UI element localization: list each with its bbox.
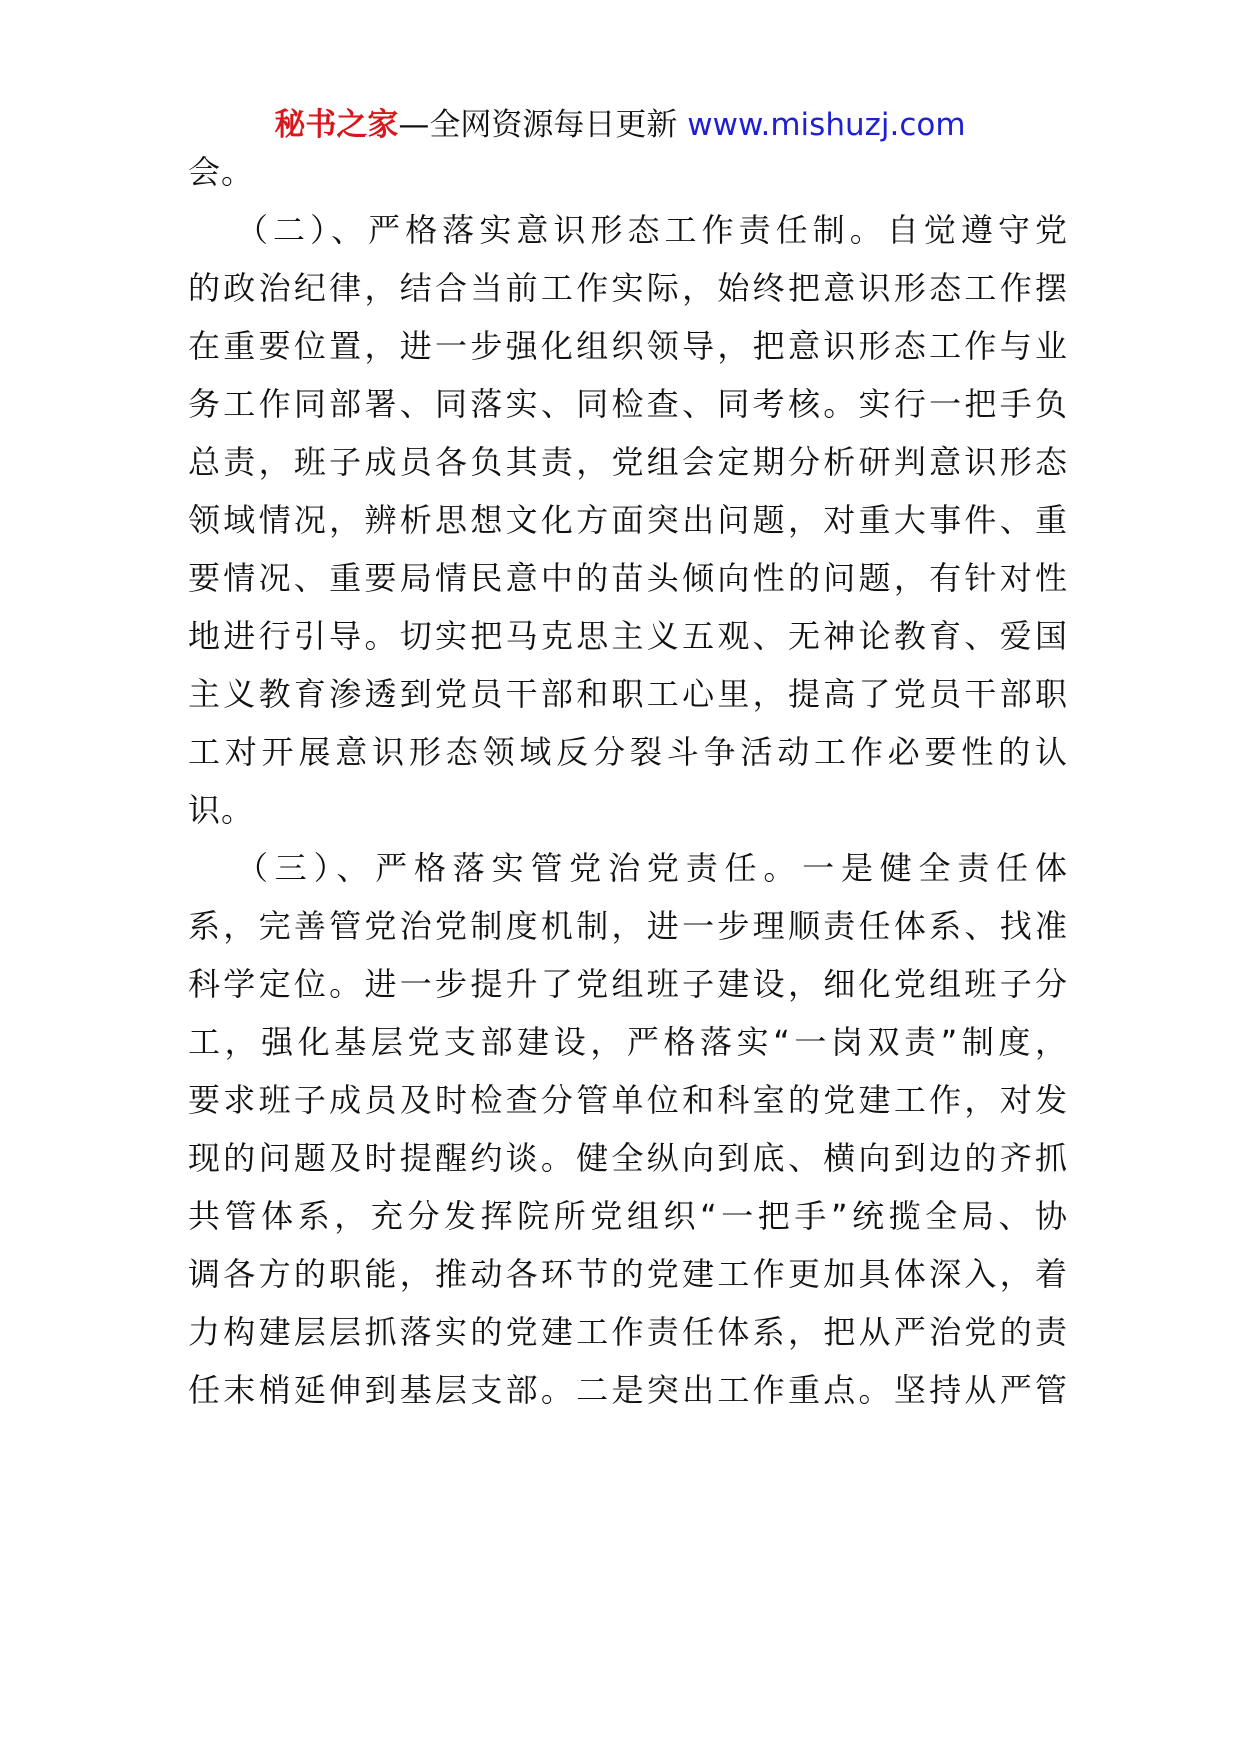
text-line: 科学定位。进一步提升了党组班子建设，细化党组班子分 (188, 965, 1068, 1003)
site-header (0, 100, 1240, 150)
text-line: 调各方的职能，推动各环节的党建工作更加具体深入，着 (188, 1255, 1068, 1293)
site-url-link[interactable]: www.mishuzj.com (687, 107, 966, 143)
text-line: 的政治纪律，结合当前工作实际，始终把意识形态工作摆 (188, 269, 1068, 307)
paragraph-3-first-line: （三）、严格落实管党治党责任。一是健全责任体 (236, 849, 1068, 887)
text-line: 要情况、重要局情民意中的苗头倾向性的问题，有针对性 (188, 559, 1068, 597)
text-line: 系，完善管党治党制度机制，进一步理顺责任体系、找准 (188, 907, 1068, 945)
text-line: 领域情况，辨析思想文化方面突出问题，对重大事件、重 (188, 501, 1068, 539)
text-line: 在重要位置，进一步强化组织领导，把意识形态工作与业 (188, 327, 1068, 365)
site-slogan: —全网资源每日更新 (398, 107, 678, 143)
text-line: 工对开展意识形态领域反分裂斗争活动工作必要性的认 (188, 733, 1068, 771)
paragraph-2-first-line: （二）、严格落实意识形态工作责任制。自觉遵守党 (236, 211, 1068, 249)
text-line: 力构建层层抓落实的党建工作责任体系，把从严治党的责 (188, 1313, 1068, 1351)
text-line: 识。 (188, 791, 255, 829)
text-line: 共管体系，充分发挥院所党组织“一把手”统揽全局、协 (188, 1197, 1068, 1235)
text-line: 主义教育渗透到党员干部和职工心里，提高了党员干部职 (188, 675, 1068, 713)
text-line: 现的问题及时提醒约谈。健全纵向到底、横向到边的齐抓 (188, 1139, 1068, 1177)
text-line: 会。 (188, 153, 255, 191)
text-line: 务工作同部署、同落实、同检查、同考核。实行一把手负 (188, 385, 1068, 423)
text-line: 要求班子成员及时检查分管单位和科室的党建工作，对发 (188, 1081, 1068, 1119)
text-line: 总责，班子成员各负其责，党组会定期分析研判意识形态 (188, 443, 1068, 481)
text-line: 工，强化基层党支部建设，严格落实“一岗双责”制度， (188, 1023, 1068, 1061)
text-line: 任末梢延伸到基层支部。二是突出工作重点。坚持从严管 (188, 1371, 1068, 1409)
site-brand: 秘书之家 (274, 107, 399, 143)
text-line: 地进行引导。切实把马克思主义五观、无神论教育、爱国 (188, 617, 1068, 655)
